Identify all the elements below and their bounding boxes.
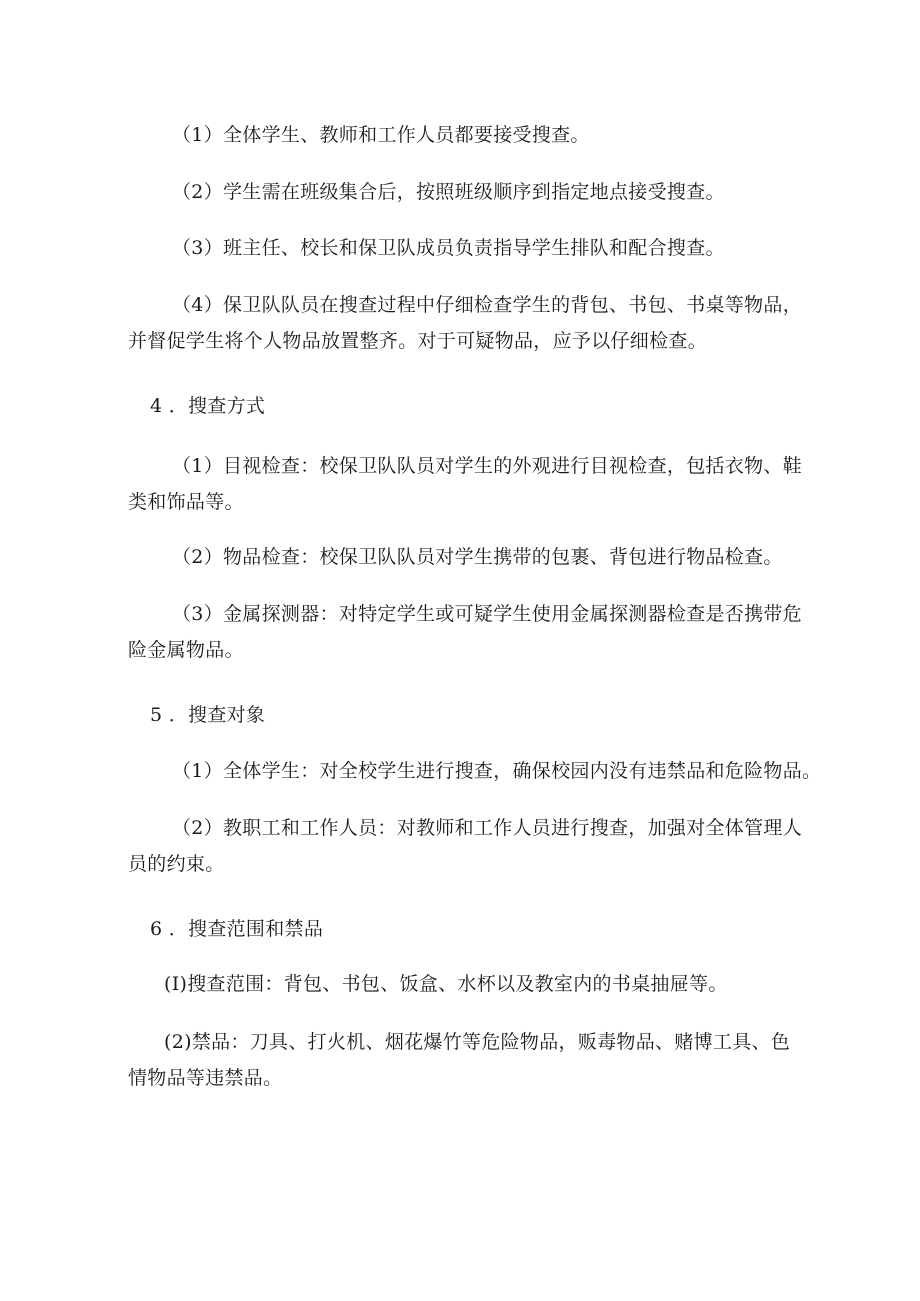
paragraph-metal-detector: [128, 596, 828, 668]
paragraph-text-continued: 并督促学生将个人物品放置整齐。对于可疑物品，应予以仔细检查。: [128, 330, 708, 352]
paragraph-text: （2）物品检查：校保卫队队员对学生携带的包裹、背包进行物品检查。: [172, 546, 783, 568]
paragraph-text: （3）班主任、校长和保卫队成员负责指导学生排队和配合搜查。: [172, 237, 725, 259]
paragraph-item-check: [128, 539, 828, 575]
paragraph-all-students: [128, 753, 828, 789]
paragraph-text: （1）全体学生：对全校学生进行搜查，确保校园内没有违禁品和危险物品。: [172, 760, 822, 782]
paragraph-text: （2）教职工和工作人员：对教师和工作人员进行搜查，加强对全体管理人: [172, 817, 802, 839]
paragraph-prohibited-items: [128, 1024, 828, 1096]
paragraph-text-continued: 员的约束。: [128, 853, 225, 875]
paragraph-text-continued: 情物品等违禁品。: [128, 1067, 283, 1089]
paragraph-text: （3）金属探测器：对特定学生或可疑学生使用金属探测器检查是否携带危: [172, 603, 802, 625]
paragraph-staff: [128, 810, 828, 882]
paragraph-class-order: [128, 174, 828, 210]
paragraph-text: (I)搜查范围：背包、书包、饭盒、水杯以及教室内的书桌抽屉等。: [164, 973, 728, 995]
paragraph-text: （1）目视检查：校保卫队队员对学生的外观进行目视检查，包括衣物、鞋: [172, 455, 802, 477]
paragraph-text-continued: 类和饰品等。: [128, 491, 244, 513]
paragraph-text: （2）学生需在班级集合后，按照班级顺序到指定地点接受搜查。: [172, 181, 725, 203]
paragraph-all-searched: [128, 117, 828, 153]
section-heading-scope-and-prohibited: 6 ．搜查范围和禁品: [150, 918, 324, 940]
section-heading-search-method: 4 ．搜查方式: [150, 395, 266, 417]
paragraph-text: （1）全体学生、教师和工作人员都要接受搜查。: [172, 124, 590, 146]
section-heading-search-targets: 5 ．搜查对象: [150, 704, 266, 726]
paragraph-search-scope: [128, 966, 828, 1002]
paragraph-text: (2)禁品：刀具、打火机、烟花爆竹等危险物品，贩毒物品、赌博工具、色: [164, 1031, 791, 1053]
paragraph-visual-check: [128, 448, 828, 520]
paragraph-guidance: [128, 230, 828, 266]
paragraph-guard-check: [128, 287, 828, 359]
paragraph-text: （4）保卫队队员在搜查过程中仔细检查学生的背包、书包、书桌等物品，: [172, 294, 802, 316]
paragraph-text-continued: 险金属物品。: [128, 639, 244, 661]
